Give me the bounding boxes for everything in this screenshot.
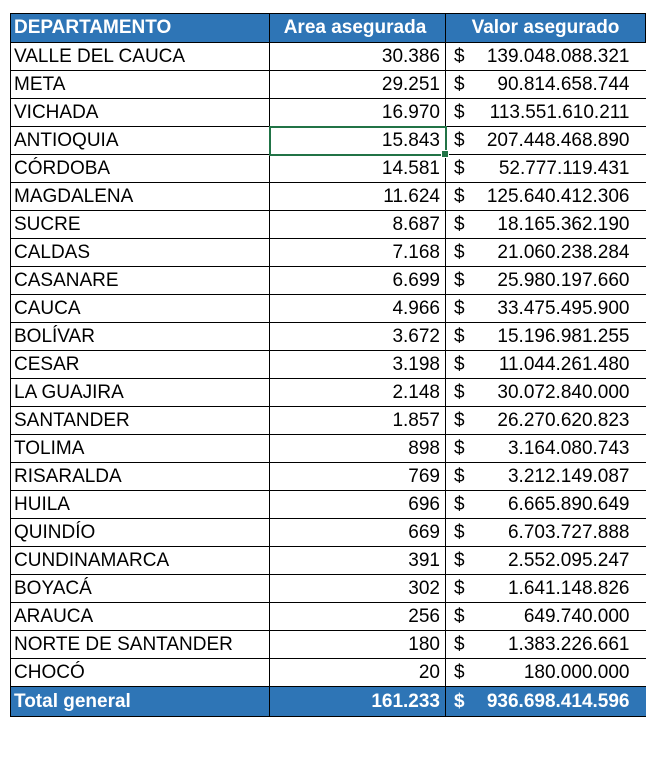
valor-cell[interactable]: [446, 463, 646, 491]
area-cell[interactable]: 14.581: [270, 155, 446, 183]
table-row: [11, 43, 646, 71]
area-cell[interactable]: 3.198: [270, 351, 446, 379]
area-cell[interactable]: 391: [270, 547, 446, 575]
table-row: [11, 351, 646, 379]
valor-cell[interactable]: [446, 239, 646, 267]
departamento-cell[interactable]: QUINDÍO: [11, 519, 270, 547]
departamento-cell[interactable]: CUNDINAMARCA: [11, 547, 270, 575]
valor-cell[interactable]: [446, 71, 646, 99]
valor-cell[interactable]: [446, 43, 646, 71]
table-row: [11, 155, 646, 183]
currency-symbol: $: [454, 185, 465, 207]
currency-symbol: $: [454, 297, 465, 319]
header-area-asegurada[interactable]: Area asegurada: [270, 14, 446, 43]
area-cell[interactable]: 11.624: [270, 183, 446, 211]
currency-symbol: $: [454, 73, 465, 95]
valor-value: 139.048.088.321: [486, 45, 630, 67]
departamento-cell[interactable]: META: [11, 71, 270, 99]
area-cell[interactable]: 669: [270, 519, 446, 547]
area-cell[interactable]: 8.687: [270, 211, 446, 239]
area-cell[interactable]: 302: [270, 575, 446, 603]
valor-cell[interactable]: [446, 575, 646, 603]
currency-symbol: $: [454, 437, 465, 459]
table-row: [11, 547, 646, 575]
valor-value: 1.641.148.826: [507, 577, 630, 599]
valor-value: 2.552.095.247: [507, 549, 630, 571]
currency-symbol: $: [454, 157, 465, 179]
table-row: [11, 435, 646, 463]
departamento-cell[interactable]: CALDAS: [11, 239, 270, 267]
departamento-cell[interactable]: CHOCÓ: [11, 659, 270, 687]
table-row: [11, 519, 646, 547]
valor-cell[interactable]: [446, 435, 646, 463]
area-cell[interactable]: 696: [270, 491, 446, 519]
valor-value: 52.777.119.431: [498, 157, 630, 179]
total-area-cell[interactable]: 161.233: [270, 687, 446, 717]
valor-value: 649.740.000: [523, 605, 630, 627]
departamento-cell[interactable]: BOLÍVAR: [11, 323, 270, 351]
departamento-cell[interactable]: SUCRE: [11, 211, 270, 239]
table-row: [11, 659, 646, 687]
departamento-cell[interactable]: LA GUAJIRA: [11, 379, 270, 407]
valor-value: 25.980.197.660: [497, 269, 630, 291]
currency-symbol: $: [454, 381, 465, 403]
valor-cell[interactable]: [446, 183, 646, 211]
departamento-cell[interactable]: HUILA: [11, 491, 270, 519]
table-row: [11, 463, 646, 491]
area-cell[interactable]: 256: [270, 603, 446, 631]
valor-cell[interactable]: [446, 155, 646, 183]
departamento-cell[interactable]: VALLE DEL CAUCA: [11, 43, 270, 71]
departamento-cell[interactable]: NORTE DE SANTANDER: [11, 631, 270, 659]
table-row: [11, 323, 646, 351]
table-row: [11, 379, 646, 407]
currency-symbol: $: [454, 325, 465, 347]
area-cell[interactable]: 16.970: [270, 99, 446, 127]
valor-value: 180.000.000: [523, 661, 630, 683]
header-row: [11, 14, 646, 43]
departamento-cell[interactable]: BOYACÁ: [11, 575, 270, 603]
table-row: [11, 183, 646, 211]
table-row: [11, 71, 646, 99]
valor-cell[interactable]: [446, 99, 646, 127]
currency-symbol: $: [454, 549, 465, 571]
table-row: [11, 239, 646, 267]
currency-symbol: $: [454, 213, 465, 235]
table-row: [11, 127, 646, 155]
valor-value: 26.270.620.823: [497, 409, 630, 431]
currency-symbol: $: [454, 493, 465, 515]
currency-symbol: $: [454, 353, 465, 375]
valor-value: 90.814.658.744: [497, 73, 630, 95]
valor-cell[interactable]: [446, 351, 646, 379]
currency-symbol: $: [454, 409, 465, 431]
total-valor-value: 936.698.414.596: [486, 690, 630, 712]
table-row: [11, 491, 646, 519]
area-cell[interactable]: 15.843: [270, 127, 446, 155]
currency-symbol: $: [454, 45, 465, 67]
departamento-cell[interactable]: RISARALDA: [11, 463, 270, 491]
table-row: [11, 211, 646, 239]
valor-cell[interactable]: [446, 547, 646, 575]
table-body: [11, 43, 646, 687]
table-row: [11, 267, 646, 295]
total-label-cell[interactable]: Total general: [11, 687, 270, 717]
valor-cell[interactable]: [446, 127, 646, 155]
area-cell[interactable]: 30.386: [270, 43, 446, 71]
area-cell[interactable]: 2.148: [270, 379, 446, 407]
area-cell[interactable]: 4.966: [270, 295, 446, 323]
valor-value: 30.072.840.000: [497, 381, 630, 403]
area-cell[interactable]: 3.672: [270, 323, 446, 351]
area-cell[interactable]: 1.857: [270, 407, 446, 435]
valor-value: 6.703.727.888: [507, 521, 630, 543]
table-row: [11, 407, 646, 435]
valor-cell[interactable]: [446, 631, 646, 659]
area-cell[interactable]: 6.699: [270, 267, 446, 295]
area-cell[interactable]: 7.168: [270, 239, 446, 267]
departamento-cell[interactable]: MAGDALENA: [11, 183, 270, 211]
table-row: [11, 603, 646, 631]
valor-cell[interactable]: [446, 379, 646, 407]
valor-value: 3.212.149.087: [507, 465, 630, 487]
table-row: [11, 295, 646, 323]
area-cell[interactable]: 769: [270, 463, 446, 491]
valor-cell[interactable]: [446, 211, 646, 239]
valor-cell[interactable]: [446, 491, 646, 519]
valor-cell[interactable]: [446, 519, 646, 547]
insured-area-table: [10, 13, 646, 717]
valor-cell[interactable]: [446, 603, 646, 631]
valor-value: 15.196.981.255: [497, 325, 630, 347]
valor-value: 207.448.468.890: [486, 129, 630, 151]
header-valor-asegurado[interactable]: Valor asegurado: [446, 14, 646, 43]
header-departamento[interactable]: DEPARTAMENTO: [11, 14, 270, 43]
valor-value: 33.475.495.900: [497, 297, 630, 319]
valor-cell[interactable]: [446, 267, 646, 295]
valor-value: 11.044.261.480: [498, 353, 630, 375]
total-valor-cell[interactable]: [446, 687, 646, 717]
valor-cell[interactable]: [446, 323, 646, 351]
departamento-cell[interactable]: CAUCA: [11, 295, 270, 323]
departamento-cell[interactable]: ANTIOQUIA: [11, 127, 270, 155]
table-row: [11, 631, 646, 659]
departamento-cell[interactable]: CÓRDOBA: [11, 155, 270, 183]
valor-cell[interactable]: [446, 295, 646, 323]
currency-symbol: $: [454, 465, 465, 487]
currency-symbol: $: [454, 101, 465, 123]
departamento-cell[interactable]: SANTANDER: [11, 407, 270, 435]
departamento-cell[interactable]: ARAUCA: [11, 603, 270, 631]
area-cell[interactable]: 180: [270, 631, 446, 659]
valor-value: 18.165.362.190: [497, 213, 630, 235]
currency-symbol: $: [454, 690, 465, 712]
departamento-cell[interactable]: CESAR: [11, 351, 270, 379]
valor-cell[interactable]: [446, 407, 646, 435]
currency-symbol: $: [454, 269, 465, 291]
total-row: [11, 687, 646, 717]
currency-symbol: $: [454, 661, 465, 683]
currency-symbol: $: [454, 605, 465, 627]
valor-value: 3.164.080.743: [507, 437, 630, 459]
currency-symbol: $: [454, 521, 465, 543]
area-cell[interactable]: 29.251: [270, 71, 446, 99]
table-row: [11, 575, 646, 603]
valor-value: 125.640.412.306: [486, 185, 630, 207]
currency-symbol: $: [454, 129, 465, 151]
valor-cell[interactable]: [446, 659, 646, 687]
currency-symbol: $: [454, 633, 465, 655]
valor-value: 6.665.890.649: [507, 493, 630, 515]
valor-value: 113.551.610.211: [489, 101, 630, 123]
area-cell[interactable]: 898: [270, 435, 446, 463]
area-cell[interactable]: 20: [270, 659, 446, 687]
currency-symbol: $: [454, 577, 465, 599]
departamento-cell[interactable]: TOLIMA: [11, 435, 270, 463]
departamento-cell[interactable]: CASANARE: [11, 267, 270, 295]
currency-symbol: $: [454, 241, 465, 263]
valor-value: 1.383.226.661: [507, 633, 630, 655]
table-row: [11, 99, 646, 127]
departamento-cell[interactable]: VICHADA: [11, 99, 270, 127]
valor-value: 21.060.238.284: [497, 241, 630, 263]
